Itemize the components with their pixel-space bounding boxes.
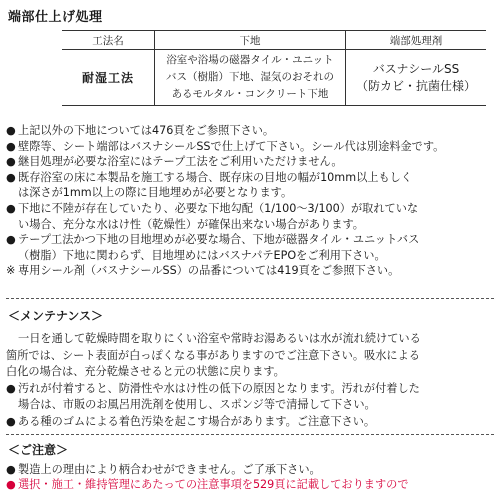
note-text: 継目処理が必要な浴室にはテープ工法をご利用いただけません。 bbox=[18, 155, 343, 169]
bullet-icon: ● bbox=[6, 124, 16, 137]
caution-title: ＜ご注意＞ bbox=[8, 443, 69, 457]
table-header-row bbox=[62, 31, 486, 50]
maintenance-section bbox=[6, 331, 494, 430]
bullet-icon: ● bbox=[6, 478, 16, 491]
maintenance-item bbox=[6, 414, 494, 431]
paragraph-line: 箇所では、シート表面が白っぽくなる事がありますのでご注意下さい。吸水による bbox=[6, 348, 420, 362]
bullet-icon: ● bbox=[6, 381, 16, 395]
base-cell bbox=[155, 50, 346, 106]
maintenance-paragraph bbox=[6, 331, 494, 348]
paragraph-line: 一日を通して乾燥時間を取りにくい浴室や常時お湯あるいは水が流れ続けている bbox=[18, 332, 421, 345]
note-text: 壁際等、シート端部はバスナシールSSで仕上げて下さい。シール代は別途料金です。 bbox=[18, 139, 445, 153]
caution-section bbox=[6, 462, 494, 492]
caution-warning-text: 選択・施工・維持管理にあたっての注意事項を529頁に記載しておりますので bbox=[18, 478, 409, 491]
note-text: は深さが1mm以上の際に目地埋めが必要となります。 bbox=[18, 186, 293, 200]
note-text: テープ工法かつ下地の目地埋めが必要な場合、下地が磁器タイル・ユニットバス bbox=[18, 233, 420, 247]
note-item bbox=[6, 201, 494, 232]
maintenance-item bbox=[6, 381, 494, 414]
caution-text: 製造上の理由により柄合わせができません。ご了承下さい。 bbox=[18, 463, 321, 476]
section-title: 端部仕上げ処理 bbox=[8, 10, 103, 25]
item-text: 場合は、市販のお風呂用洗剤を使用し、スポンジ等で清掃して下さい。 bbox=[18, 398, 376, 411]
divider bbox=[6, 298, 494, 299]
caution-item bbox=[6, 462, 494, 477]
treatment-line: （防カビ・抗菌仕様） bbox=[355, 78, 476, 93]
bullet-icon: ● bbox=[6, 201, 16, 215]
header-treatment: 端部処理剤 bbox=[346, 31, 487, 50]
base-line: あるモルタル・コンクリート下地 bbox=[171, 88, 329, 100]
treatment-line: バスナシールSS bbox=[372, 61, 460, 76]
spec-table bbox=[62, 30, 486, 106]
header-base: 下地 bbox=[155, 31, 346, 50]
bullet-icon: ● bbox=[6, 233, 16, 247]
note-item bbox=[6, 123, 494, 139]
note-item bbox=[6, 170, 494, 201]
note-item bbox=[6, 139, 494, 155]
maintenance-title: ＜メンテナンス＞ bbox=[8, 309, 104, 323]
note-text: 下地に不陸が存在していたり、必要な下地勾配（1/100〜3/100）が取れていな bbox=[18, 201, 419, 215]
item-text: 汚れが付着すると、防滑性や水はけ性の低下の原因となります。汚れが付着した bbox=[18, 381, 420, 395]
note-text: （樹脂）下地に関わらず、目地埋めにはバスナパテEPOをご利用下さい。 bbox=[18, 248, 386, 262]
header-method: 工法名 bbox=[62, 31, 155, 50]
bullet-icon: ● bbox=[6, 170, 16, 184]
bullet-icon: ● bbox=[6, 463, 16, 476]
base-line: バス（樹脂）下地、湿気のおそれの bbox=[166, 71, 334, 83]
note-text: 専用シール剤（バスナシールSS）の品番については419頁をご参照下さい。 bbox=[18, 264, 400, 278]
note-text: い場合、充分な水はけ性（乾燥性）が確保出来ない場合があります。 bbox=[18, 217, 364, 231]
bullet-icon: ● bbox=[6, 139, 16, 153]
caution-item-warning bbox=[6, 477, 494, 492]
bullet-icon: ● bbox=[6, 155, 16, 169]
table-row bbox=[62, 50, 486, 106]
item-text: ある種のゴムによる着色汚染を起こす場合があります。ご注意下さい。 bbox=[18, 414, 376, 428]
reference-mark-icon: ※ bbox=[6, 264, 16, 278]
paragraph-line: 白化の場合は、充分乾燥させると元の状態に戻ります。 bbox=[6, 365, 285, 378]
note-text: 既存浴室の床に本製品を施工する場合、既存床の目地の幅が10mm以上もしく bbox=[18, 170, 413, 184]
base-line: 浴室や浴場の磁器タイル・ユニット bbox=[166, 54, 334, 66]
note-item bbox=[6, 154, 494, 170]
divider bbox=[6, 434, 494, 435]
treatment-cell bbox=[346, 50, 487, 106]
notes-list bbox=[6, 123, 494, 279]
method-cell: 耐湿工法 bbox=[62, 50, 155, 106]
bullet-icon: ● bbox=[6, 414, 16, 428]
maintenance-paragraph-cont bbox=[6, 348, 494, 381]
note-item bbox=[6, 232, 494, 263]
note-item bbox=[6, 263, 494, 279]
note-text: 上記以外の下地については476頁をご参照下さい。 bbox=[18, 124, 275, 137]
